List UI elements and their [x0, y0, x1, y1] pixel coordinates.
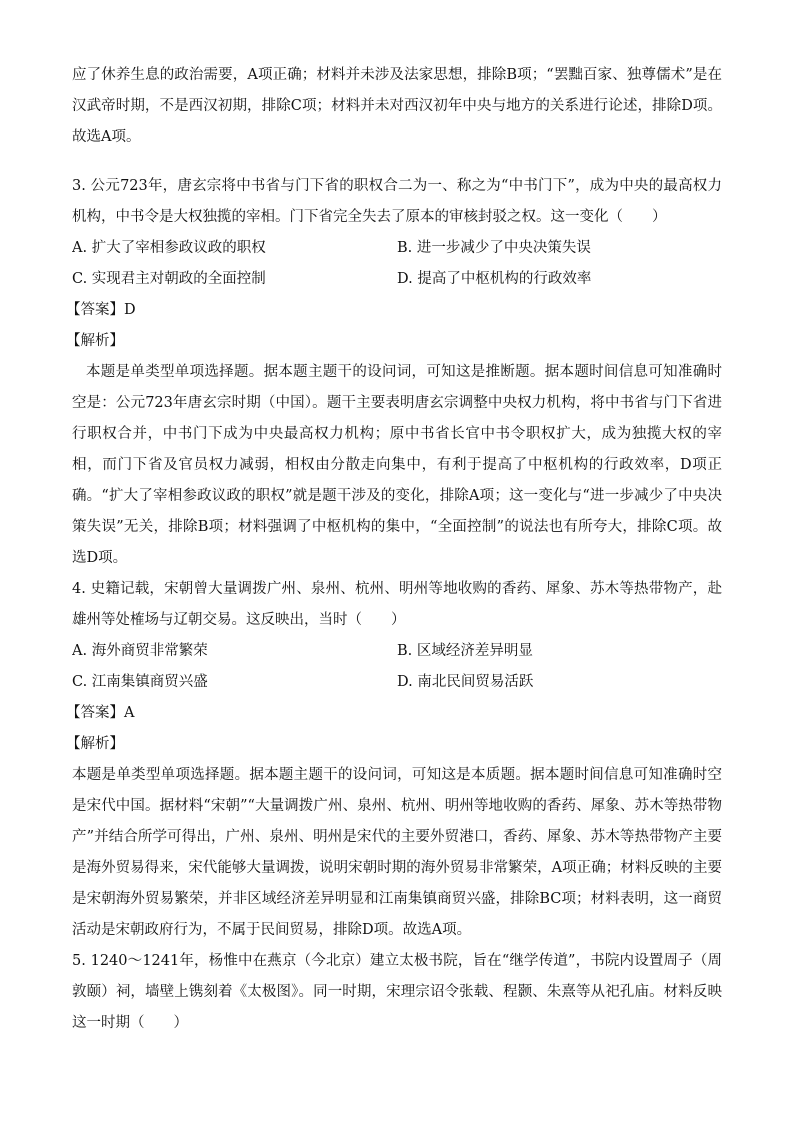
question-5-stem: 5. 1240～1241年，杨惟中在燕京（今北京）建立太极书院，旨在“继学传道”，书院内设置周子（周敦颐）祠，墙壁上镌刻着《太极图》。同一时期，宋理宗诏令张载、程颢、朱熹等从祀孔庙。材料反映这一时期（ ） [72, 953, 722, 1031]
section-gap [72, 153, 722, 171]
question-4-option-c: C. 江南集镇商贸兴盛 [72, 674, 208, 690]
question-3-analysis-label: 【解析】 [66, 333, 124, 349]
question-4-option-a: A. 海外商贸非常繁荣 [72, 643, 208, 659]
intro-paragraph: 应了休养生息的政治需要，A项正确；材料并未涉及法家思想，排除B项；“罢黜百家、独尊儒术”是在汉武帝时期，不是西汉初期，排除C项；材料并未对西汉初年中央与地方的关系进行论述，排除D项。故选A项。 [72, 67, 722, 145]
question-4-analysis: 本题是单类型单项选择题。据本题主题干的设问词，可知这是本质题。据本题时间信息可知准确时空是宋代中国。据材料“宋朝”“大量调拨广州、泉州、杭州、明州等地收购的香药、犀象、苏木等热带物产”并结合所学可得出，广州、泉州、明州是宋代的主要外贸港口，香药、犀象、苏木等热带物产主要是海外贸易得来，宋代能够大量调拨，说明宋朝时期的海外贸易非常繁荣，A项正确；材料反映的主要是宋朝海外贸易繁荣，并非区域经济差异明显和江南集镇商贸兴盛，排除BC项；材料表明，这一商贸活动是宋朝政府行为，不属于民间贸易，排除D项。故选A项。 [72, 767, 722, 938]
question-3-option-a: A. 扩大了宰相参政议政的职权 [72, 240, 266, 256]
question-4-options [72, 636, 722, 698]
question-3-option-b: B. 进一步减少了中央决策失误 [397, 240, 591, 256]
question-4-analysis-label: 【解析】 [66, 736, 124, 752]
question-3 [66, 171, 722, 574]
question-4-option-b: B. 区域经济差异明显 [397, 643, 533, 659]
question-3-analysis: 本题是单类型单项选择题。据本题主题干的设问词，可知这是推断题。据本题时间信息可知准确时空是：公元723年唐玄宗时期（中国）。题干主要表明唐玄宗调整中央权力机构，将中书省与门下省进行职权合并，中书门下成为中央最高权力机构；原中书省长官中书令职权扩大，成为独揽大权的宰相，而门下省及官员权力减弱，相权由分散走向集中，有利于提高了中枢机构的行政效率，D项正确。“扩大了宰相参政议政的职权”就是题干涉及的变化，排除A项；这一变化与“进一步减少了中央决策失误”无关，排除B项；材料强调了中枢机构的集中，“全面控制”的说法也有所夸大，排除C项。故选D项。 [72, 364, 722, 566]
question-3-options [72, 233, 722, 295]
document-page [66, 60, 722, 1039]
question-4-stem: 4. 史籍记载，宋朝曾大量调拨广州、泉州、杭州、明州等地收购的香药、犀象、苏木等热带物产，赴雄州等处榷场与辽朝交易。这反映出，当时（ ） [72, 581, 722, 628]
question-3-stem: 3. 公元723年，唐玄宗将中书省与门下省的职权合二为一、称之为“中书门下”，成为中央的最高权力机构，中书令是大权独揽的宰相。门下省完全失去了原本的审核封驳之权。这一变化（ ） [72, 178, 722, 225]
question-4-answer: 【答案】A [66, 705, 135, 721]
question-4 [66, 574, 722, 946]
question-5 [72, 946, 722, 1039]
question-4-option-d: D. 南北民间贸易活跃 [397, 674, 534, 690]
question-3-answer: 【答案】D [66, 302, 136, 318]
question-3-option-d: D. 提高了中枢机构的行政效率 [397, 271, 592, 287]
question-3-option-c: C. 实现君主对朝政的全面控制 [72, 271, 266, 287]
